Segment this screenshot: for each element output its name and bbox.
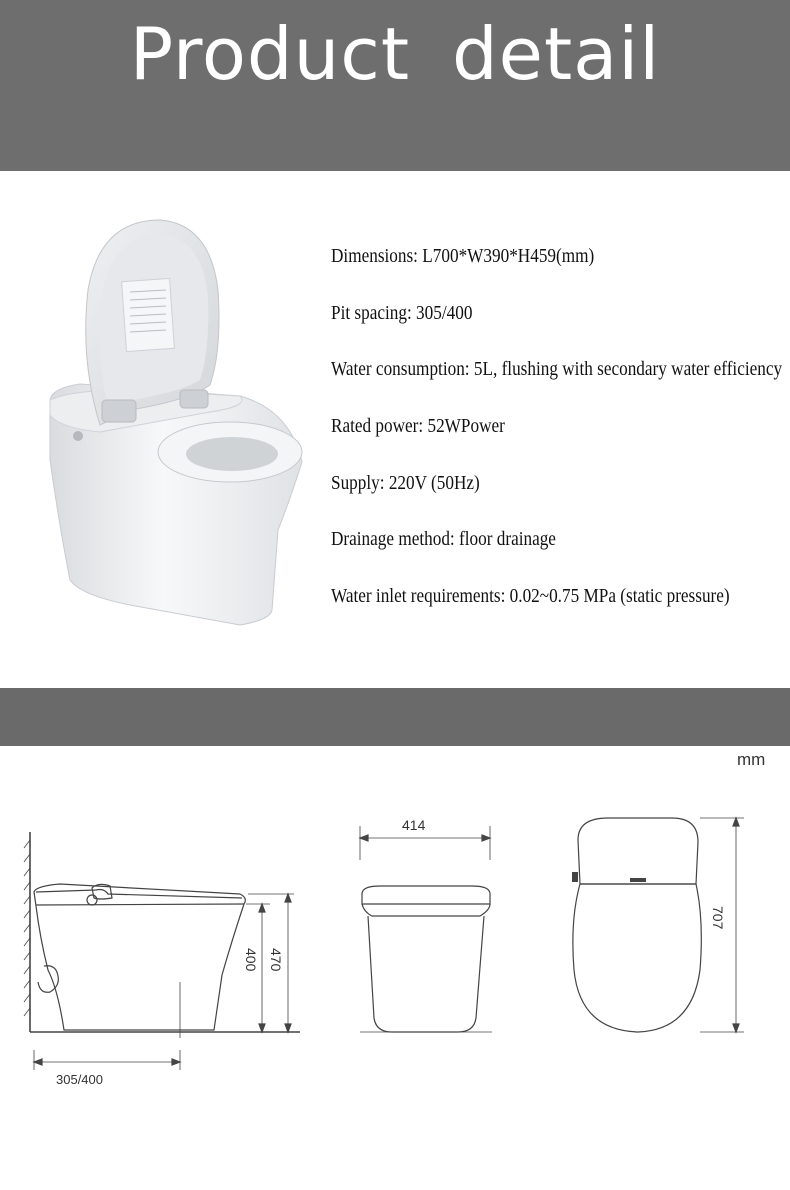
- length-707-dimension: 707: [710, 906, 726, 930]
- section-divider-band: [0, 688, 790, 746]
- front-view-drawing: [360, 826, 492, 1032]
- width-414-dimension: 414: [402, 817, 426, 833]
- spec-list: [331, 244, 781, 641]
- unit-label: mm: [737, 750, 766, 769]
- header-band: [0, 0, 790, 171]
- height-400-dimension: 400: [243, 948, 259, 972]
- spec-water-inlet: Water inlet requirements: 0.02~0.75 MPa (static pressure): [331, 585, 730, 608]
- spec-drainage-method: Drainage method: floor drainage: [331, 528, 556, 551]
- page-title: Product detail: [129, 12, 661, 97]
- spec-pit-spacing: Pit spacing: 305/400: [331, 301, 473, 324]
- spec-rated-power: Rated power: 52WPower: [331, 415, 505, 438]
- spec-supply: Supply: 220V (50Hz): [331, 471, 480, 494]
- pit-spacing-dimension: 305/400: [56, 1072, 103, 1087]
- height-470-dimension: 470: [268, 948, 284, 972]
- spec-water-consumption: Water consumption: 5L, flushing with secondary water efficiency: [331, 358, 783, 381]
- spec-dimensions: Dimensions: L700*W390*H459(mm): [331, 245, 595, 267]
- product-toilet-image: [40, 200, 310, 640]
- technical-drawings: [0, 770, 790, 1110]
